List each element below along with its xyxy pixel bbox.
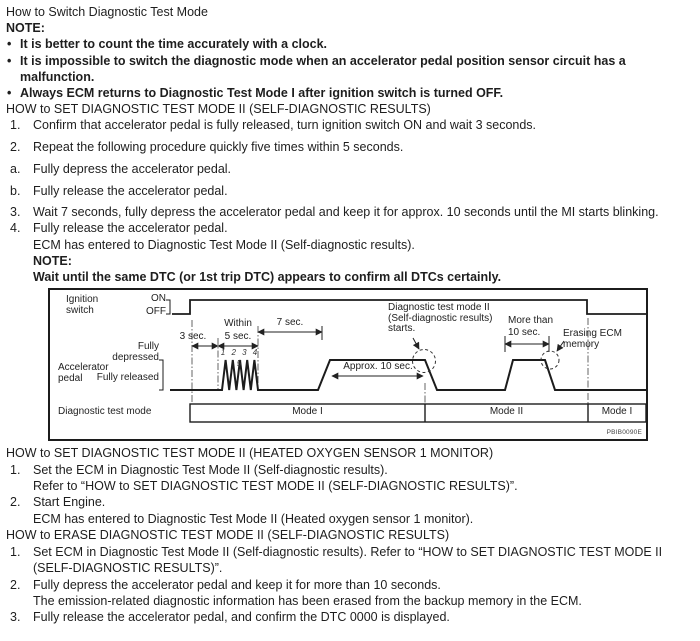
section-set-o2-monitor xyxy=(6,445,694,527)
on-level-label: ON xyxy=(151,293,166,305)
step-text: Fully release the accelerator pedal. xyxy=(33,183,228,198)
section-heading: HOW to SET DIAGNOSTIC TEST MODE II (HEATED OXYGEN SENSOR 1 MONITOR) xyxy=(6,446,494,461)
step-text: Start Engine. xyxy=(33,495,106,510)
step-number: 1. xyxy=(10,462,21,477)
step-number: 4. xyxy=(10,221,21,236)
step-text: Fully depress the accelerator pedal. xyxy=(33,161,232,176)
step-item xyxy=(6,183,694,199)
timing-diagram xyxy=(48,288,648,441)
step-text: ECM has entered to Diagnostic Test Mode II (Heated oxygen sensor 1 monitor). xyxy=(33,511,474,526)
step-item xyxy=(6,593,694,609)
section-erase-mode2 xyxy=(6,527,694,625)
step-result-text: ECM has entered to Diagnostic Test Mode II (Self-diagnostic results). xyxy=(33,237,415,252)
accelerator-level-bracket xyxy=(159,360,163,390)
step-text: Refer to “HOW to SET DIAGNOSTIC TEST MODE II (SELF-DIAGNOSTIC RESULTS)”. xyxy=(33,479,518,494)
five-sec-label: 5 sec. xyxy=(224,331,252,343)
note-bullet xyxy=(6,85,694,101)
bullet-icon xyxy=(6,53,20,85)
note-bullet-text: It is better to count the time accurately with a clock. xyxy=(20,37,328,52)
mode-segment-2: Mode II xyxy=(489,406,524,418)
step-number xyxy=(10,593,33,609)
step-number: b. xyxy=(10,183,21,198)
section-heading: HOW to SET DIAGNOSTIC TEST MODE II (SELF-DIAGNOSTIC RESULTS) xyxy=(6,102,431,117)
step-text: Set ECM in Diagnostic Test Mode II (Self-diagnostic results). Refer to “HOW to SET DIAGNOSTIC TEST MODE II (SELF-DIAGNOSTIC RESULTS)”. xyxy=(33,544,663,576)
note-block xyxy=(6,20,694,101)
step-text: Set the ECM in Diagnostic Test Mode II (Self-diagnostic results). xyxy=(33,462,388,477)
page-title: How to Switch Diagnostic Test Mode xyxy=(6,5,208,19)
step-text: The emission-related diagnostic information has been erased from the backup memory in the ECM. xyxy=(33,593,582,608)
step-item xyxy=(6,161,694,177)
step-text: Confirm that accelerator pedal is fully released, turn ignition switch ON and wait 3 seconds. xyxy=(33,118,537,133)
mode-segment-3: Mode I xyxy=(601,406,633,418)
more-than-label: More than xyxy=(508,315,554,327)
step-item xyxy=(6,139,694,155)
inline-note-text: Wait until the same DTC (or 1st trip DTC) appears to confirm all DTCs certainly. xyxy=(33,270,502,285)
step-text: Fully depress the accelerator pedal and keep it for more than 10 seconds. xyxy=(33,577,441,592)
step-number xyxy=(10,478,33,494)
step-item xyxy=(6,204,694,220)
step-number: a. xyxy=(10,161,21,176)
step-item xyxy=(6,117,694,133)
ignition-switch-label: Ignition switch xyxy=(66,294,99,316)
mode2-starts-leader-arrow xyxy=(413,338,419,349)
step-number: 1. xyxy=(10,544,21,559)
approx-ten-sec-label: Approx. 10 sec. xyxy=(343,361,413,373)
erasing-ecm-memory-label: Erasing ECM memory xyxy=(563,328,622,350)
fully-released-label: Fully released xyxy=(96,372,159,384)
step-item xyxy=(6,494,694,510)
bullet-icon xyxy=(6,36,20,52)
step-number: 2. xyxy=(10,577,21,592)
within-label: Within xyxy=(224,318,252,330)
figure-code: PBIB0090E xyxy=(606,429,642,437)
step-number: 3. xyxy=(10,610,21,625)
step-text: Wait 7 seconds, fully depress the accelerator pedal and keep it for approx. 10 seconds until the MI starts blinking. xyxy=(33,205,659,220)
step-item xyxy=(6,511,694,527)
ten-sec-label: 10 sec. xyxy=(508,327,541,339)
diagnostic-test-mode-label: Diagnostic test mode xyxy=(58,406,152,418)
ignition-level-bracket xyxy=(166,300,170,314)
step-number: 2. xyxy=(10,495,21,510)
seven-sec-label: 7 sec. xyxy=(276,317,304,329)
pulse-count-numbers: 1 2 3 4 5 xyxy=(220,348,260,368)
step-text: Fully release the accelerator pedal, and confirm the DTC 0000 is displayed. xyxy=(33,610,450,625)
note-bullet-text: Always ECM returns to Diagnostic Test Mode I after ignition switch is turned OFF. xyxy=(20,86,504,101)
three-sec-label: 3 sec. xyxy=(179,331,207,343)
bullet-icon xyxy=(6,85,20,101)
note-bullet xyxy=(6,53,694,85)
step-item xyxy=(6,544,694,577)
step-item xyxy=(6,609,694,625)
step-number: 3. xyxy=(10,205,21,220)
inline-note-label: NOTE: xyxy=(33,253,72,268)
step-number: 1. xyxy=(10,118,21,133)
off-level-label: OFF xyxy=(146,306,166,318)
step-text: Fully release the accelerator pedal. xyxy=(33,221,228,236)
step-number xyxy=(10,511,33,527)
mode-segment-1: Mode I xyxy=(292,406,323,418)
fully-depressed-label: Fully depressed xyxy=(112,341,159,363)
section-heading: HOW to ERASE DIAGNOSTIC TEST MODE II (SELF-DIAGNOSTIC RESULTS) xyxy=(6,528,450,543)
accelerator-pedal-label: Accelerator pedal xyxy=(58,362,109,384)
note-bullet xyxy=(6,36,694,52)
note-label: NOTE: xyxy=(6,21,45,36)
section-set-self-diagnostic xyxy=(6,101,694,285)
step-text: Repeat the following procedure quickly five times within 5 seconds. xyxy=(33,140,404,155)
step-number: 2. xyxy=(10,140,21,155)
step-item xyxy=(6,462,694,478)
step-item xyxy=(6,220,694,236)
step-item xyxy=(6,478,694,494)
mode2-starts-label: Diagnostic test mode II (Self-diagnostic results) starts. xyxy=(388,302,493,335)
step-item xyxy=(6,577,694,593)
note-bullet-text: It is impossible to switch the diagnostic mode when an accelerator pedal position sensor circuit has a malfunction. xyxy=(20,53,626,84)
